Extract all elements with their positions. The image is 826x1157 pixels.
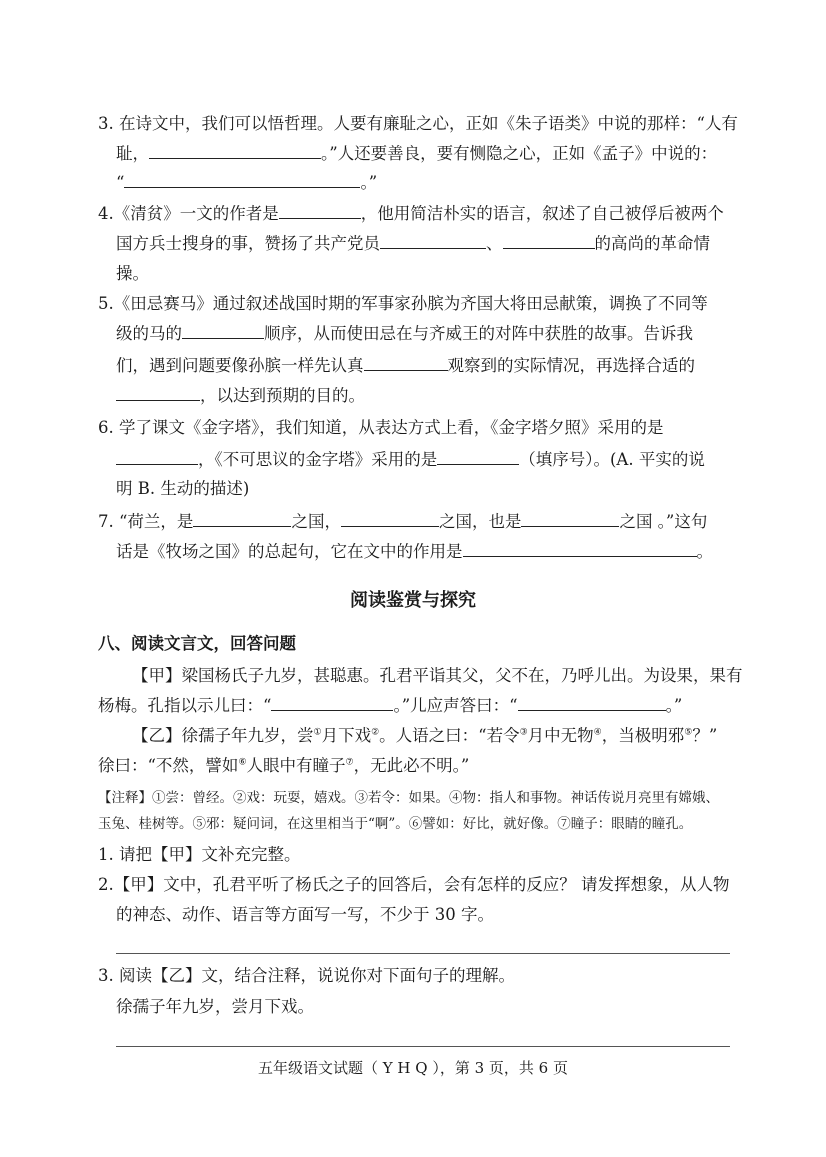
q8-jia-text: 。”: [665, 696, 683, 715]
q8-jia-text: 杨梅。孔指以示儿曰：“: [98, 696, 272, 715]
q3-answer-blank-1[interactable]: [149, 142, 321, 159]
footnote-marker: ②: [371, 727, 380, 738]
q3-answer-blank-2[interactable]: [124, 171, 360, 188]
q4-answer-blank-2[interactable]: [380, 232, 486, 249]
q7-text: 7. “荷兰，是: [98, 512, 194, 531]
q8-yi-text: 徐曰：“不然，譬如: [98, 756, 239, 775]
q8-yi-line1: [132, 724, 717, 748]
q8-jia-line2: [98, 694, 682, 718]
q8-yi-text: 月下戏: [321, 726, 372, 745]
q3-text: 。”人还要善良，要有恻隐之心，正如《孟子》中说的：: [321, 144, 718, 163]
q4-line1: [98, 202, 724, 226]
q7-line1: [98, 510, 707, 534]
q5-line2: [116, 322, 693, 346]
q7-text: 。: [696, 542, 713, 561]
q7-text: 之国 。”这句: [619, 512, 708, 531]
q5-line1: 5.《田忌赛马》通过叙述战国时期的军事家孙膑为齐国大将田忌献策，调换了不同等: [98, 294, 708, 313]
q8-note-line1: 【注释】①尝：曾经。②戏：玩耍，嬉戏。③若令：如果。④物：指人和事物。神话传说月亮里有嫦娥、: [98, 790, 719, 806]
q7-text: 之国，: [291, 512, 341, 531]
q8-yi-text: ，当极明邪: [601, 726, 685, 745]
q3-text: 耻，: [116, 144, 149, 163]
q4-text: 、: [486, 234, 503, 253]
q3-text: 。”: [360, 173, 378, 192]
q5-text: 们，遇到问题要像孙膑一样先认真: [116, 356, 364, 375]
q5-line4: [116, 384, 365, 408]
q8-yi-text: 月中无物: [527, 726, 594, 745]
footnote-marker: ⑥: [238, 757, 247, 768]
q5-line3: [116, 354, 695, 378]
answer-line[interactable]: [116, 953, 730, 954]
q8-yi-text: 人眼中有瞳子: [246, 756, 346, 775]
q3-text: “: [116, 173, 125, 192]
q6-answer-blank-2[interactable]: [437, 448, 519, 465]
q7-line2: [116, 540, 713, 564]
q8-yi-text: ，无此必不明。”: [353, 756, 470, 775]
q4-text: ，他用简洁朴实的语言，叙述了自己被俘后被两个: [360, 204, 724, 223]
q8-yi-line2: [98, 754, 469, 778]
q6-text: ，《不可思议的金字塔》采用的是: [198, 450, 438, 469]
q8-note-line2: 玉兔、桂树等。⑤邪：疑问词，在这里相当于“啊”。⑥譬如：好比，就好像。⑦瞳子：眼睛的瞳孔。: [98, 816, 693, 832]
q3-line1: 3. 在诗文中，我们可以悟哲理。人要有廉耻之心，正如《朱子语类》中说的那样：“人有: [98, 114, 738, 133]
q4-answer-blank-3[interactable]: [503, 232, 595, 249]
q4-line3: 操。: [116, 264, 149, 283]
q6-line1: 6. 学了课文《金字塔》，我们知道，从表达方式上看，《金字塔夕照》采用的是: [98, 418, 664, 437]
q7-text: 话是《牧场之国》的总起句，它在文中的作用是: [116, 542, 463, 561]
q6-line2: [116, 448, 705, 472]
q4-text: 4.《清贫》一文的作者是: [98, 204, 279, 223]
q6-line3: 明 B. 生动的描述): [116, 479, 250, 498]
q8-sub2-line1: 2.【甲】文中，孔君平听了杨氏之子的回答后，会有怎样的反应？ 请发挥想象，从人物: [98, 875, 730, 894]
q8-yi-text: 。人语之曰：“若令: [379, 726, 520, 745]
q8-sub3-line1: 3. 阅读【乙】文，结合注释，说说你对下面句子的理解。: [98, 966, 515, 985]
footnote-marker: ⑤: [684, 727, 693, 738]
footnote-marker: ④: [593, 727, 602, 738]
q4-text: 国方兵士搜身的事，赞扬了共产党员: [116, 234, 380, 253]
q8-jia-text: 。”儿应声答曰：“: [393, 696, 518, 715]
q8-sub3-line2: 徐孺子年九岁，尝月下戏。: [116, 997, 314, 1016]
footnote-marker: ③: [519, 727, 528, 738]
q7-answer-blank-3[interactable]: [521, 510, 619, 527]
section-title: 阅读鉴赏与探究: [350, 590, 476, 611]
q3-line2: [116, 142, 717, 166]
q8-jia-answer-blank-1[interactable]: [271, 694, 393, 711]
q4-answer-blank-1[interactable]: [279, 202, 361, 219]
q7-answer-blank-2[interactable]: [341, 510, 439, 527]
q5-text: ，以达到预期的目的。: [200, 386, 365, 405]
footnote-marker: ①: [313, 727, 322, 738]
q6-answer-blank-1[interactable]: [116, 448, 198, 465]
q5-text: 观察到的实际情况，再选择合适的: [447, 356, 695, 375]
q8-sub1: 1. 请把【甲】文补充完整。: [98, 845, 301, 864]
q4-text: 的高尚的革命情: [594, 234, 710, 253]
q8-sub2-line2: 的神态、动作、语言等方面写一写，不少于 30 字。: [116, 905, 494, 924]
q5-answer-blank-3[interactable]: [116, 384, 200, 401]
q8-yi-text: 【乙】徐孺子年九岁，尝: [132, 726, 314, 745]
q8-yi-text: ？”: [692, 726, 718, 745]
q7-answer-blank-1[interactable]: [193, 510, 291, 527]
q7-answer-blank-4[interactable]: [463, 540, 697, 557]
q8-jia-line1: 【甲】梁国杨氏子九岁，甚聪惠。孔君平诣其父，父不在，乃呼儿出。为设果，果有: [132, 666, 743, 685]
q6-text: （填序号）。(A. 平实的说: [519, 450, 705, 469]
q5-answer-blank-2[interactable]: [364, 354, 448, 371]
q3-line3: [116, 171, 377, 195]
q5-answer-blank-1[interactable]: [182, 322, 264, 339]
q7-text: 之国，也是: [438, 512, 522, 531]
q8-heading: 八、阅读文言文，回答问题: [98, 634, 296, 653]
footnote-marker: ⑦: [345, 757, 354, 768]
footer-divider: [116, 1046, 730, 1047]
page-footer: 五年级语文试题（ Y H Q ），第 3 页，共 6 页: [257, 1059, 568, 1077]
q5-text: 级的马的: [116, 324, 182, 343]
q4-line2: [116, 232, 710, 256]
q5-text: 顺序，从而使田忌在与齐威王的对阵中获胜的故事。告诉我: [264, 324, 693, 343]
q8-jia-answer-blank-2[interactable]: [518, 694, 666, 711]
